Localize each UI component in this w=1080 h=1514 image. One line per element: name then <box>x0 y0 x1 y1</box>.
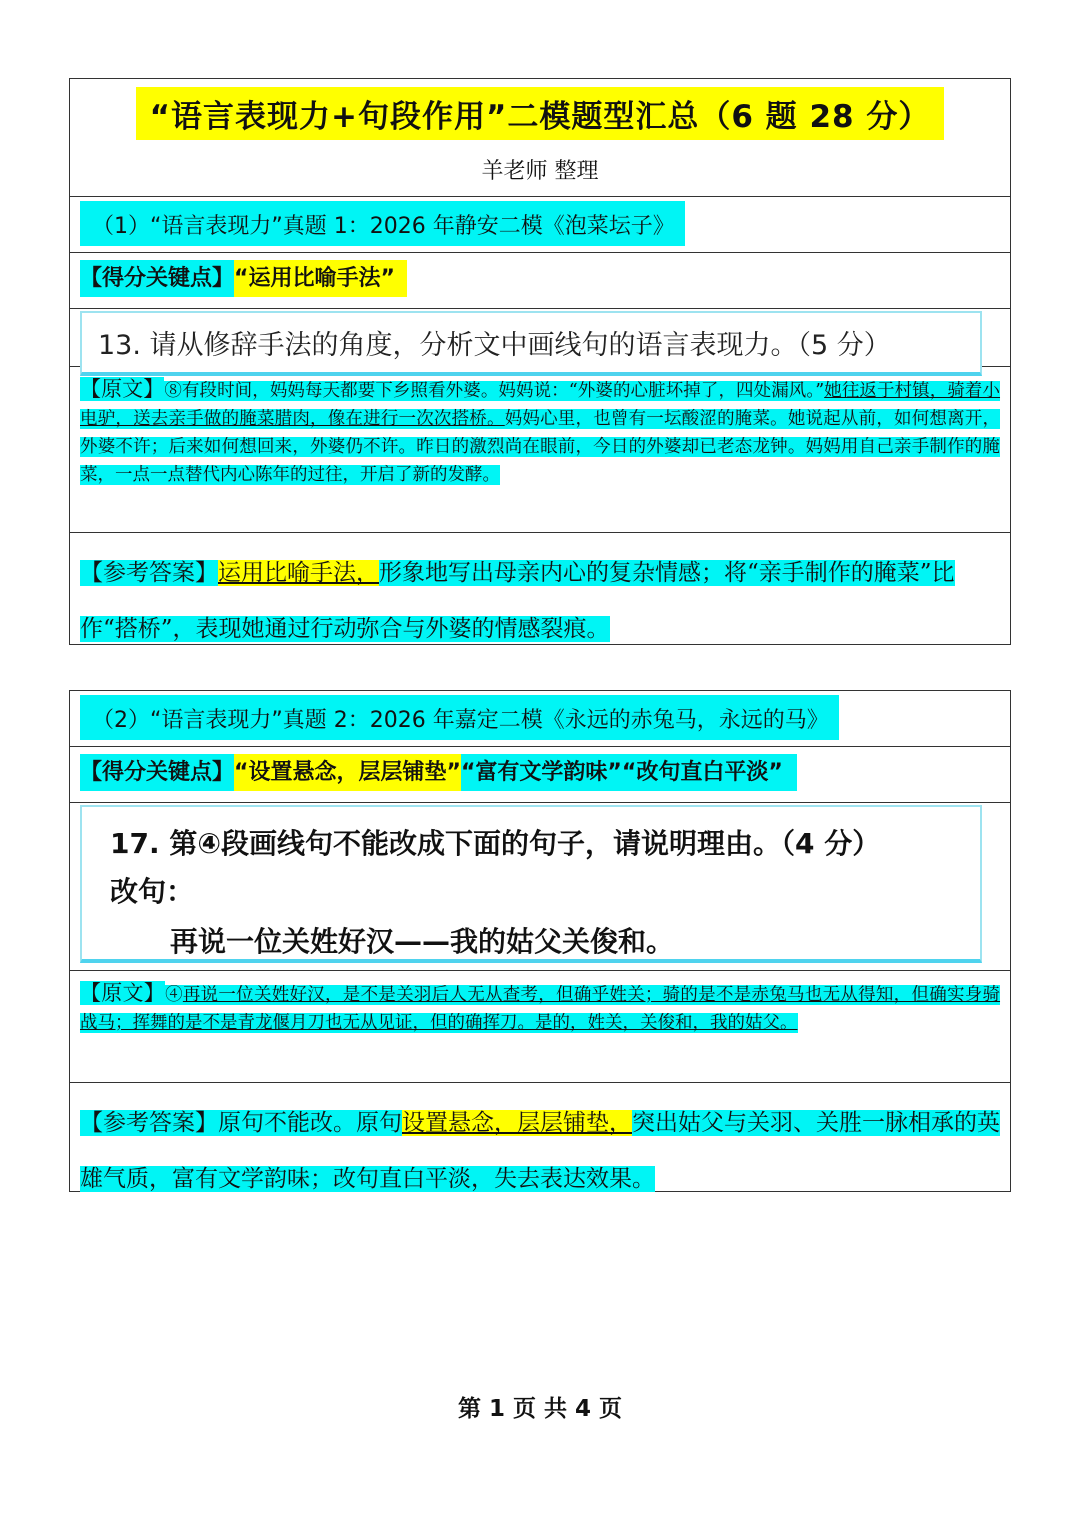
section-1-table <box>69 78 1011 645</box>
key-points <box>80 253 1000 292</box>
section-2-question-row <box>70 805 1010 971</box>
section-1-question-row <box>70 311 1010 367</box>
question-line-1: 17. 第④段画线句不能改成下面的句子，请说明理由。（4 分） <box>110 827 881 860</box>
original-label: 【原文】 <box>80 981 166 1005</box>
section-1-original-row <box>70 367 1010 533</box>
answer-key: 设置悬念，层层铺垫， <box>402 1110 632 1136</box>
key-points <box>80 747 1000 786</box>
question-13-image: 13. 请从修辞手法的角度，分析文中画线句的语言表现力。（5 分） <box>80 311 982 376</box>
original-text <box>80 375 1000 489</box>
key-points-label: 【得分关键点】 <box>80 754 234 791</box>
question-line-3: 再说一位关姓好汉——我的姑父关俊和。 <box>170 925 675 958</box>
answer-key: 运用比喻手法， <box>218 560 379 586</box>
answer-rest: 突出姑父与关羽、关胜一脉相承的英雄气质，富有文学韵味；改句直白平淡，失去表达效果。 <box>80 1110 1000 1192</box>
section-2-original-row <box>70 971 1010 1083</box>
question-17-image <box>80 805 982 963</box>
section-1-title-row <box>70 197 1010 253</box>
answer-label: 【参考答案】 <box>80 560 218 586</box>
page-title: “语言表现力+句段作用”二模题型汇总（6 题 28 分） <box>136 87 945 140</box>
section-2-title: （2）“语言表现力”真题 2：2026 年嘉定二模《永远的赤兔马，永远的马》 <box>80 695 839 740</box>
original-underlined: 她往返于村镇，骑着小电驴，送去亲手做的腌菜腊肉，像在进行一次次搭桥。 <box>80 381 1001 429</box>
author-line: 羊老师 整理 <box>481 159 599 184</box>
key-points-label: 【得分关键点】 <box>80 260 234 297</box>
original-underlined: 再说一位关姓好汉，是不是关羽后人无从查考，但确乎姓关；骑的是不是赤兔马也无从得知，但确实身骑战马；挥舞的是不是青龙偃月刀也无从见证，但的确挥刀。是的，姓关，关俊和，我的姑父。 <box>80 985 1001 1033</box>
answer-label: 【参考答案】 <box>80 1110 218 1136</box>
key-point-2: “富有文学韵味”“改句直白平淡” <box>461 754 797 791</box>
original-number: ④ <box>165 985 183 1005</box>
section-2-title-row <box>70 691 1010 747</box>
original-label: 【原文】 <box>80 377 165 401</box>
original-pre: ⑧有段时间，妈妈每天都要下乡照看外婆。妈妈说：“外婆的心脏坏掉了，四处漏风。” <box>164 381 825 401</box>
answer-pre: 原句不能改。原句 <box>218 1110 402 1136</box>
original-text <box>80 979 1000 1037</box>
section-1-title: （1）“语言表现力”真题 1：2026 年静安二模《泡菜坛子》 <box>80 201 685 246</box>
section-1-key-points-row <box>70 253 1010 309</box>
section-2-table <box>69 690 1011 1192</box>
section-2-answer-row <box>70 1083 1010 1191</box>
answer-rest: 形象地写出母亲内心的复杂情感；将“亲手制作的腌菜”比作“搭桥”，表现她通过行动弥合与外婆的情感裂痕。 <box>80 560 955 642</box>
key-point-1: “运用比喻手法” <box>234 260 407 297</box>
section-1-answer-row <box>70 533 1010 644</box>
original-post: 妈妈心里，也曾有一坛酸涩的腌菜。她说起从前，如何想离开，外婆不许；后来如何想回来，外婆仍不许。昨日的激烈尚在眼前，今日的外婆却已老态龙钟。妈妈用自己亲手制作的腌菜，一点一点替代内心陈年的过往，开启了新的发酵。 <box>80 409 1001 485</box>
page-number: 第 1 页 共 4 页 <box>457 1396 623 1422</box>
question-line-2: 改句： <box>110 875 195 908</box>
key-point-1: “设置悬念，层层铺垫” <box>234 754 461 791</box>
section-2-key-points-row <box>70 747 1010 803</box>
title-row <box>70 79 1010 197</box>
